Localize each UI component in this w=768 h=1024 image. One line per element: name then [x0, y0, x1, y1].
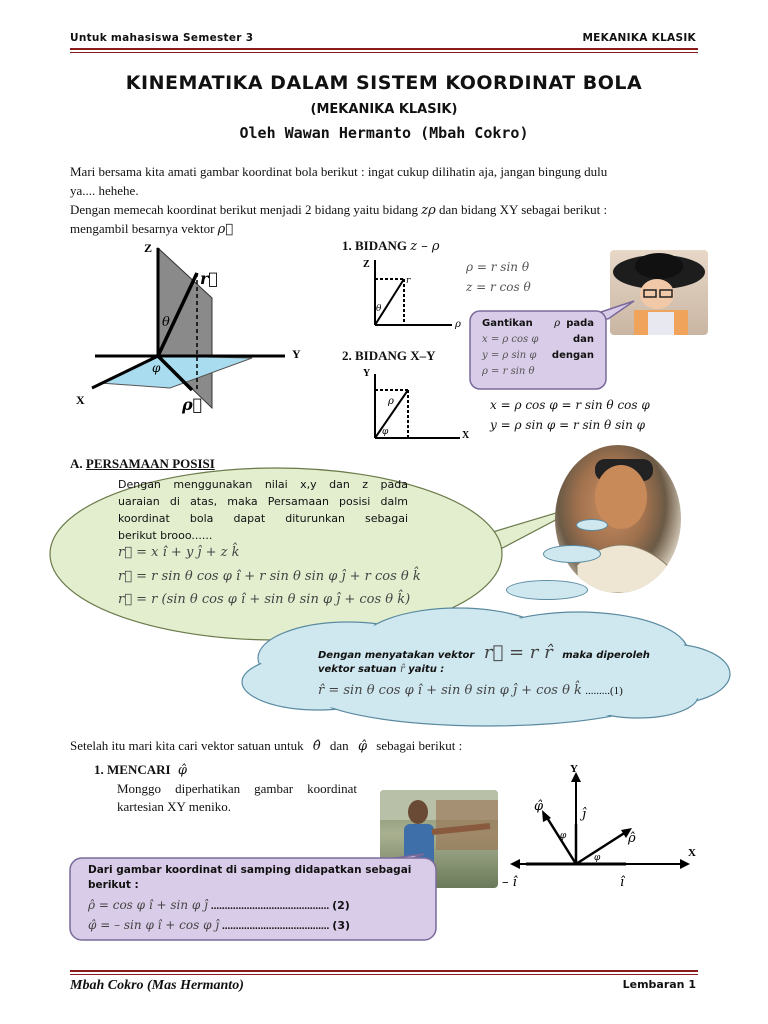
mencari-heading [94, 760, 187, 780]
header-rule [70, 48, 698, 50]
uv-rho-hat-label: ρ̂ [628, 831, 636, 846]
dari-line-2: berikut : [88, 879, 139, 891]
section-a-label: A. [70, 456, 83, 471]
b2-y-label: Y [363, 368, 371, 379]
gantikan-box-shape [466, 295, 646, 395]
cloud-text-2a: vektor satuan [318, 664, 397, 675]
fig-y-label: Y [292, 347, 301, 361]
mencari-line-1: Monggo diperhatikan gambar koordinat [117, 781, 357, 796]
page-title: KINEMATIKA DALAM SISTEM KOORDINAT BOLA [125, 72, 643, 94]
phi-hat-eq: φ̂ = – sin φ î + cos φ ĵ [88, 918, 220, 932]
gantikan-x-eq: x = ρ cos φ [482, 334, 539, 345]
theta-hat-symbol: θ̂ [312, 739, 321, 754]
b1-eq-2: z = r cos θ [466, 280, 531, 294]
cloud-text-1b: maka diperoleh [562, 650, 650, 661]
man-portrait-photo [555, 445, 681, 593]
uv-rho-vector [576, 832, 626, 864]
intro-line-3b: dan bidang XY sebagai berikut : [439, 202, 608, 217]
gantikan-rho: ρ [554, 318, 561, 329]
phi-hat-symbol: φ̂ [357, 739, 368, 754]
gantikan-line-1 [482, 318, 594, 329]
gantikan-pada: pada [566, 318, 594, 329]
mencari-label: 1. MENCARI [94, 762, 171, 777]
cloud-text-1a: Dengan menyatakan vektor [318, 650, 475, 661]
bidang-1-label: 1. BIDANG [342, 238, 408, 253]
uv-neg-i-label: – î [502, 875, 517, 890]
gantikan-rho-eq: ρ = r sin θ [482, 366, 535, 377]
page-subtitle: (MEKANIKA KLASIK) [310, 102, 458, 117]
cloud-text-2b: yaitu : [408, 664, 445, 675]
gantikan-line-3 [482, 350, 594, 361]
thought-dot-3 [506, 580, 588, 600]
b1-r-line [375, 279, 404, 325]
rho-hat-eq: ρ̂ = cos φ î + sin φ ĵ [88, 898, 208, 912]
cloud-math-r: r⃗ = r r̂ [483, 642, 553, 663]
dari-eq-2-line [88, 898, 350, 913]
setelah-text-b: sebagai berikut : [376, 738, 463, 753]
fig-z-label: Z [144, 241, 153, 255]
unit-vector-figure [502, 764, 702, 896]
gantikan-dan: dan [572, 334, 594, 345]
unit-vector-r-eq: r̂ = sin θ cos φ î + sin θ sin φ ĵ + cos θ k̂ [318, 683, 582, 698]
bidang-1-heading [342, 236, 440, 256]
eq-number-2: (2) [332, 899, 350, 912]
bidang-1-figure [360, 255, 470, 335]
header-right: MEKANIKA KLASIK [582, 32, 696, 44]
bubble-line-2: uaraian di atas, maka Persamaan posisi dalm [118, 495, 408, 508]
footer-rule [70, 970, 698, 972]
footer-rule-thin [70, 974, 698, 975]
cloud-line-2 [318, 664, 444, 675]
fig-x-label: X [76, 393, 85, 407]
gantikan-word: Gantikan [482, 318, 533, 329]
bubble-line-3: koordinat bola dapat diturunkan sebagai [118, 512, 408, 525]
footer-left: Mbah Cokro (Mas Hermanto) [70, 978, 244, 993]
intro-line-4-text: mengambil besarnya vektor [70, 221, 215, 236]
thought-dot-1 [576, 519, 608, 531]
thought-dot-2 [543, 545, 601, 563]
cloud-math-rhat: r̂ [399, 664, 405, 675]
author: Oleh Wawan Hermanto (Mbah Cokro) [239, 124, 529, 142]
dari-eq-3-line [88, 918, 350, 933]
bubble-line-4: berikut brooo...... [118, 529, 213, 542]
b1-z-label: Z [363, 259, 370, 270]
gantikan-dengan: dengan [551, 350, 594, 361]
bubble-line-1: Dengan menggunakan nilai x,y dan z pada [118, 478, 408, 491]
b1-theta-label: θ [376, 304, 382, 314]
gantikan-line-2 [482, 334, 594, 345]
rho-vector-symbol: ρ⃗ [217, 222, 234, 237]
fig-rho-label: ρ⃗ [182, 395, 203, 414]
b1-eq-1: ρ = r sin θ [466, 260, 530, 274]
fig-r-label: r⃗ [200, 269, 219, 288]
man-portrait-illustration [555, 445, 681, 593]
eq-number-1: .........(1) [585, 685, 623, 697]
position-eq-2: r⃗ = r sin θ cos φ î + r sin θ sin φ ĵ + r cos θ k̂ [118, 569, 421, 584]
fig-theta-label: θ [162, 315, 170, 330]
spherical-coordinate-figure [70, 238, 310, 418]
uv-i-hat-label: î [620, 875, 625, 890]
mencari-symbol: φ̂ [177, 763, 187, 778]
eq-number-3: (3) [332, 919, 351, 932]
dots-3: ....................................... [222, 920, 330, 932]
b2-rho-label: ρ [388, 396, 394, 407]
b2-phi-label: φ [382, 427, 389, 437]
intro-line-3a: Dengan memecah koordinat berikut menjadi 2 bidang yaitu bidang [70, 202, 419, 217]
setelah-line [70, 736, 462, 756]
footer-right: Lembaran 1 [622, 978, 696, 991]
uv-y-label: Y [570, 764, 578, 775]
bubble-text [118, 476, 408, 544]
uv-x-label: X [688, 847, 696, 859]
fig-phi-label: φ [152, 361, 161, 375]
position-eq-3: r⃗ = r (sin θ cos φ î + sin θ sin φ ĵ + cos θ k̂) [118, 592, 411, 607]
dots-2: ........................................... [210, 900, 330, 912]
uv-j-hat-label: ĵ [582, 807, 587, 822]
header-rule-thin [70, 52, 698, 53]
setelah-dan: dan [329, 738, 349, 753]
section-a-title: PERSAMAAN POSISI [85, 456, 215, 471]
intro-line-2: ya.... hehehe. [70, 183, 139, 198]
cloud-line-1 [318, 642, 650, 663]
gantikan-y-eq: y = ρ sin φ [482, 350, 537, 361]
mencari-line-2: kartesian XY meniko. [117, 799, 231, 814]
intro-line-1: Mari bersama kita amati gambar koordinat bola berikut : ingat cukup dilihatin aja, jangan bingung dulu [70, 164, 608, 179]
b2-eq-2: y = ρ sin φ = r sin θ sin φ [490, 418, 646, 432]
blue-cloud [238, 606, 738, 732]
b2-x-label: X [462, 430, 470, 441]
bidang-1-expr: z – ρ [410, 239, 440, 254]
uv-phi-hat-label: φ̂ [534, 799, 544, 814]
cloud-eq-line [318, 682, 623, 698]
header-left: Untuk mahasiswa Semester 3 [70, 32, 254, 44]
position-eq-1: r⃗ = x î + y ĵ + z k̂ [118, 545, 240, 560]
bidang-2-figure [360, 366, 470, 442]
b1-rho-label: ρ [455, 319, 461, 330]
intro-line-3 [70, 200, 700, 220]
uv-phi-angle-1: φ [560, 831, 567, 841]
dari-line-1: Dari gambar koordinat di samping didapatkan sebagai [88, 864, 412, 876]
intro-line-4 [70, 219, 233, 239]
b1-r-label: r [406, 276, 411, 286]
zrho-symbol: zρ [421, 203, 436, 218]
uv-phi-angle-2: φ [594, 853, 601, 863]
setelah-text-a: Setelah itu mari kita cari vektor satuan untuk [70, 738, 304, 753]
b2-eq-1: x = ρ cos φ = r sin θ cos φ [490, 398, 650, 412]
bidang-2-heading: 2. BIDANG X–Y [342, 348, 436, 363]
